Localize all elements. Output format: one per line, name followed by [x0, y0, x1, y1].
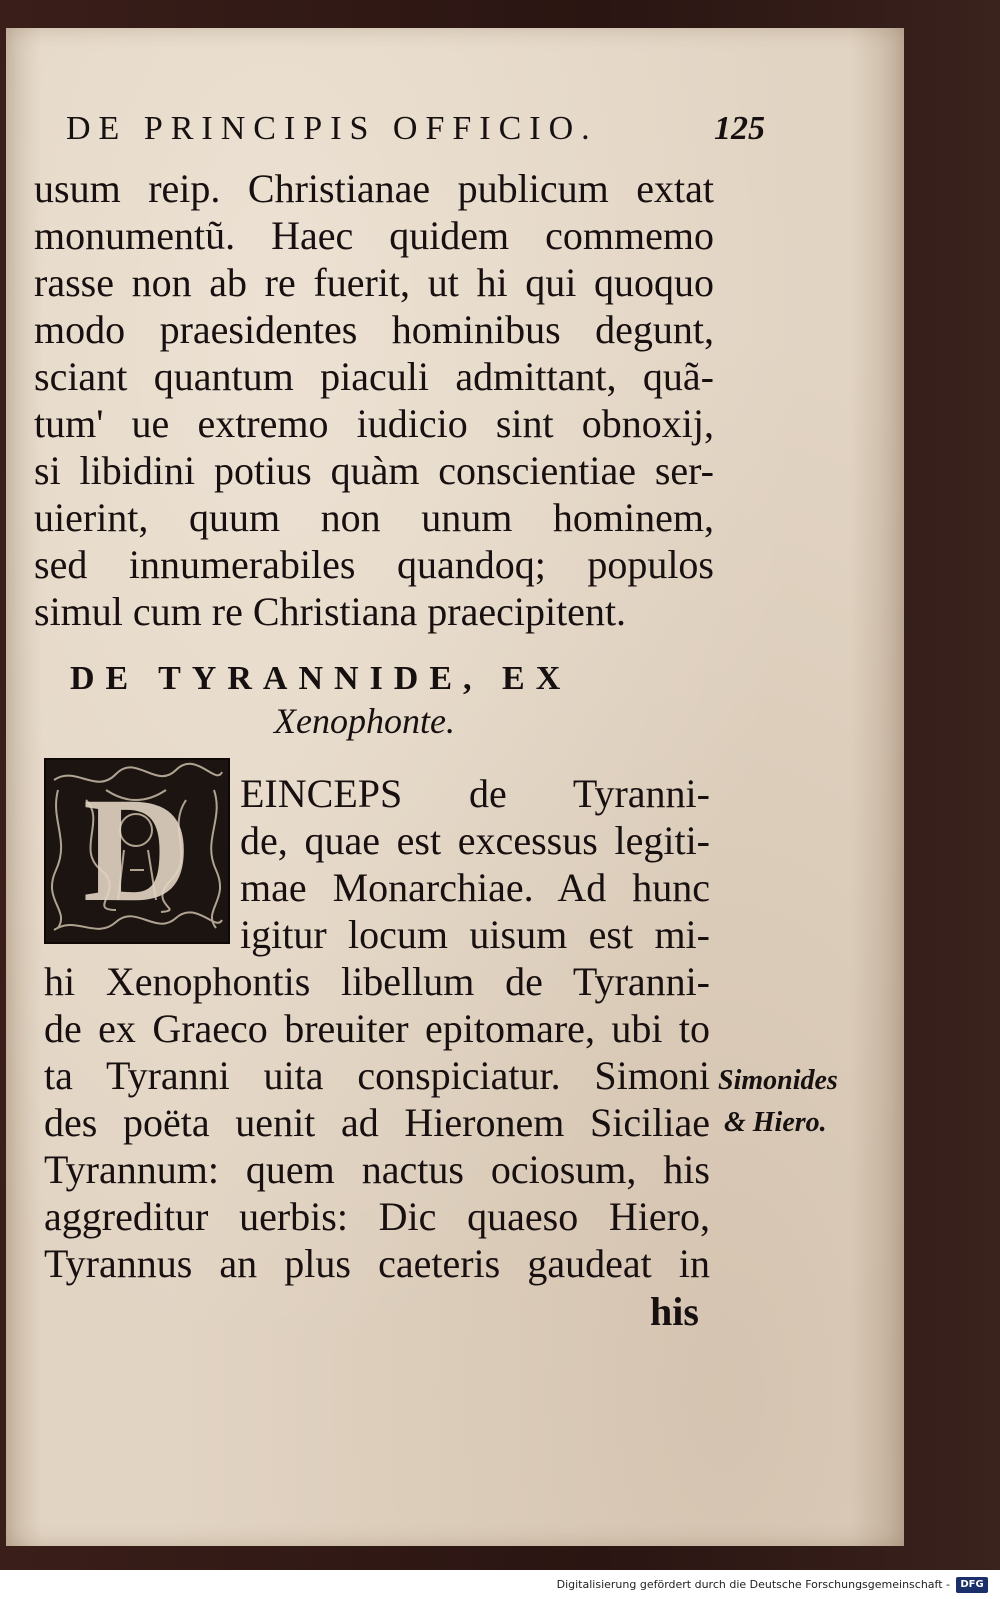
funding-note: Digitalisierung gefördert durch die Deutsche Forschungsgemeinschaft - [556, 1578, 950, 1591]
text-line: hi Xenophontis libellum de Tyranni- [44, 959, 710, 1004]
marginal-note [718, 1060, 878, 1144]
page-number: 125 [714, 110, 765, 147]
text-line: tum' ue extremo iudicio sint obnoxij, [34, 401, 714, 446]
section-heading: DE TYRANNIDE, EX [70, 660, 572, 697]
text-line: de, quae est excessus legiti- [240, 818, 710, 863]
text-line: usum reip. Christianae publicum extat [34, 166, 714, 211]
text-line: mae Monarchiae. Ad hunc [240, 865, 710, 910]
marginal-note-line: Simonides [718, 1065, 838, 1096]
catchword: his [650, 1289, 699, 1334]
paragraph-2-beside-initial [240, 770, 710, 958]
decorated-initial [44, 758, 230, 944]
marginal-note-line: & Hiero. [724, 1107, 827, 1138]
text-line: ta Tyranni uita conspiciatur. Simoni [44, 1053, 710, 1098]
text-line: Tyrannus an plus caeteris gaudeat in [44, 1241, 710, 1286]
running-head [66, 110, 766, 156]
text-line: igitur locum uisum est mi- [240, 912, 710, 957]
text-line: modo praesidentes hominibus degunt, [34, 307, 714, 352]
text-line: monumentũ. Haec quidem commemo [34, 213, 714, 258]
text-line: EINCEPS de Tyranni- [240, 771, 710, 816]
paragraph-2-rest [44, 958, 710, 1287]
text-line: si libidini potius quàm conscientiae ser- [34, 448, 714, 493]
initial-letter: D [82, 767, 192, 933]
ornament-icon [46, 760, 228, 942]
paragraph-1 [34, 165, 714, 635]
section-subheading: Xenophonte. [274, 701, 455, 741]
dfg-logo: DFG [956, 1577, 988, 1593]
running-head-title: DE PRINCIPIS OFFICIO. [66, 110, 598, 147]
text-line: sed innumerabiles quandoq; populos [34, 542, 714, 587]
text-line: simul cum re Christiana praecipitent. [34, 589, 627, 634]
text-line: de ex Graeco breuiter epitomare, ubi to [44, 1006, 710, 1051]
text-line: Tyrannum: quem nactus ociosum, his [44, 1147, 710, 1192]
text-line: des poëta uenit ad Hieronem Siciliae [44, 1100, 710, 1145]
text-line: rasse non ab re fuerit, ut hi qui quoquo [34, 260, 714, 305]
text-line: aggreditur uerbis: Dic quaeso Hiero, [44, 1194, 710, 1239]
text-line: sciant quantum piaculi admittant, quã- [34, 354, 714, 399]
text-line: uierint, quum non unum hominem, [34, 495, 714, 540]
